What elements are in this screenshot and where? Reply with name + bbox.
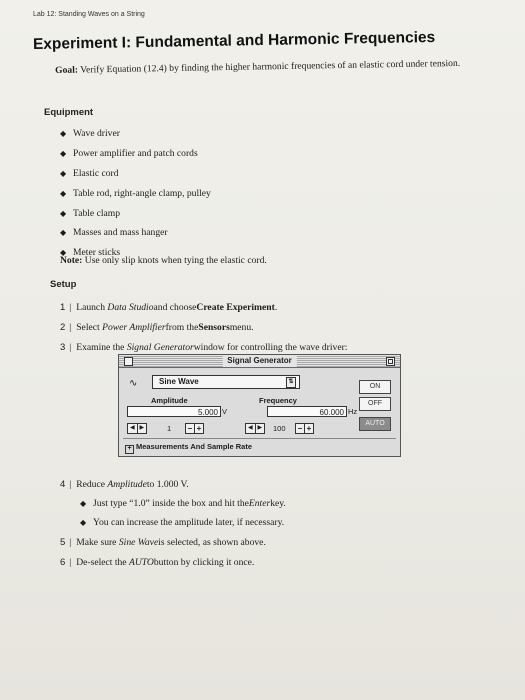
setup-step-1: [60, 297, 347, 317]
step-text: You can increase the amplitude later, if necessary.: [93, 517, 285, 528]
diamond-bullet-icon: ◆: [60, 149, 67, 159]
diamond-bullet-icon: ◆: [80, 499, 87, 508]
left-arrow-icon[interactable]: ◀: [247, 425, 253, 431]
diamond-bullet-icon: ◆: [60, 248, 67, 258]
amplitude-step-arrows[interactable]: [127, 423, 147, 434]
step-separator: |: [69, 301, 72, 313]
measurements-toggle[interactable]: [125, 442, 252, 454]
step-number: 1: [60, 301, 66, 313]
list-item: [60, 183, 211, 203]
step-text: is selected, as shown above.: [158, 536, 266, 548]
step-text: from the: [165, 321, 199, 333]
setup-heading: Setup: [50, 279, 77, 290]
step-text: Make sure: [76, 536, 117, 548]
step-separator: |: [69, 556, 72, 568]
goal-text: Verify Equation (12.4) by finding the higher harmonic frequencies of an elastic cord under tension.: [77, 57, 461, 76]
step-4-subitem-1: [60, 494, 286, 513]
step-text: key.: [270, 498, 286, 509]
step-text-italic: Enter: [248, 498, 271, 509]
signal-generator-window: [118, 354, 401, 457]
diamond-bullet-icon: ◆: [60, 168, 67, 178]
list-item: [60, 124, 211, 144]
step-separator: |: [69, 321, 72, 333]
setup-step-4: [60, 474, 286, 494]
amplitude-unit: V: [222, 407, 228, 416]
step-text: menu.: [229, 321, 254, 333]
step-text: and choose: [153, 301, 197, 313]
step-text: .: [274, 301, 278, 313]
list-item: [60, 164, 211, 184]
divider: [123, 438, 396, 439]
zoom-box-icon[interactable]: [386, 357, 395, 366]
step-separator: |: [69, 478, 72, 490]
plus-button[interactable]: +: [194, 424, 203, 433]
waveform-select[interactable]: [152, 375, 300, 389]
equipment-item-label: Table rod, right-angle clamp, pulley: [73, 187, 211, 199]
diamond-bullet-icon: ◆: [60, 188, 67, 198]
waveform-icon: ∿: [129, 378, 138, 389]
expand-plus-icon[interactable]: +: [125, 445, 134, 454]
equipment-note: [60, 255, 267, 266]
step-text-italic: AUTO: [128, 556, 154, 568]
step-text: window for controlling the wave driver:: [193, 341, 348, 353]
setup-step-6: [60, 552, 286, 572]
right-arrow-icon[interactable]: ▶: [255, 424, 265, 433]
equipment-heading: Equipment: [44, 107, 94, 118]
setup-step-5: [60, 532, 286, 552]
frequency-unit: Hz: [348, 407, 358, 416]
step-text-bold: Sensors: [198, 321, 230, 333]
goal-paragraph: [55, 56, 495, 77]
setup-steps: [60, 297, 347, 357]
step-separator: |: [69, 341, 72, 353]
step-text: Select: [76, 321, 100, 333]
setup-step-2: [60, 317, 347, 337]
equipment-item-label: Table clamp: [73, 207, 121, 219]
frequency-label: Frequency: [259, 396, 297, 405]
diamond-bullet-icon: ◆: [60, 208, 67, 218]
diamond-bullet-icon: ◆: [60, 228, 67, 238]
waveform-selected-value: Sine Wave: [159, 377, 199, 386]
minus-button[interactable]: −: [297, 424, 303, 433]
close-box-icon[interactable]: [124, 357, 133, 366]
amplitude-label: Amplitude: [151, 396, 188, 405]
auto-button[interactable]: AUTO: [359, 417, 391, 431]
minus-button[interactable]: −: [187, 424, 193, 433]
step-4-subitem-2: [60, 513, 286, 532]
note-text: Use only slip knots when tying the elastic cord.: [82, 255, 267, 266]
step-separator: |: [69, 536, 72, 548]
frequency-input[interactable]: 60.000: [267, 406, 347, 417]
equipment-item-label: Elastic cord: [73, 167, 119, 179]
amplitude-step-value: 1: [167, 424, 172, 433]
diamond-bullet-icon: ◆: [60, 129, 67, 139]
amplitude-input[interactable]: 5.000: [127, 406, 221, 417]
list-item: [60, 144, 211, 164]
step-text-bold: Create Experiment: [196, 301, 275, 313]
window-titlebar[interactable]: [119, 355, 400, 368]
step-text: to 1.000 V.: [146, 478, 189, 490]
later-steps: [60, 474, 286, 572]
step-text: button by clicking it once.: [153, 556, 255, 568]
right-arrow-icon[interactable]: ▶: [137, 424, 147, 433]
equipment-item-label: Power amplifier and patch cords: [73, 148, 198, 160]
amplitude-plus-minus[interactable]: [185, 423, 204, 434]
diamond-bullet-icon: ◆: [80, 518, 87, 527]
page-title: Experiment I: Fundamental and Harmonic Frequencies: [32, 28, 436, 53]
equipment-item-label: Wave driver: [73, 128, 120, 140]
list-item: [60, 203, 211, 223]
on-button[interactable]: ON: [359, 380, 391, 394]
off-button[interactable]: OFF: [359, 397, 391, 411]
updown-arrow-icon: ⇅: [286, 377, 296, 388]
step-number: 2: [60, 321, 66, 333]
step-text-italic: Data Studio: [107, 301, 154, 313]
step-text: De-select the: [76, 556, 127, 568]
step-number: 4: [60, 478, 66, 490]
step-number: 3: [60, 341, 66, 353]
frequency-step-value: 100: [273, 424, 286, 433]
step-text: Launch: [76, 301, 105, 313]
list-item: [60, 223, 211, 243]
frequency-step-arrows[interactable]: [245, 423, 265, 434]
step-text-italic: Signal Generator: [126, 341, 194, 353]
step-text-italic: Power Amplifier: [102, 321, 166, 333]
note-label: Note:: [60, 255, 83, 266]
left-arrow-icon[interactable]: ◀: [129, 425, 135, 431]
step-text: Reduce: [76, 478, 105, 490]
equipment-list: [60, 124, 211, 263]
measurements-label: Measurements And Sample Rate: [136, 442, 253, 451]
equipment-item-label: Meter sticks: [73, 247, 121, 259]
step-text: Just type “1.0” inside the box and hit the: [93, 498, 249, 509]
step-number: 5: [60, 536, 66, 548]
window-title: Signal Generator: [222, 355, 296, 367]
step-number: 6: [60, 556, 66, 568]
running-head: Lab 12: Standing Waves on a String: [33, 11, 145, 18]
step-text-italic: Amplitude: [107, 478, 147, 490]
equipment-item-label: Masses and mass hanger: [73, 227, 168, 239]
step-text: Examine the: [76, 341, 125, 353]
goal-label: Goal:: [55, 64, 79, 76]
step-text-italic: Sine Wave: [118, 536, 159, 548]
plus-button[interactable]: +: [304, 424, 313, 433]
frequency-plus-minus[interactable]: [295, 423, 314, 434]
